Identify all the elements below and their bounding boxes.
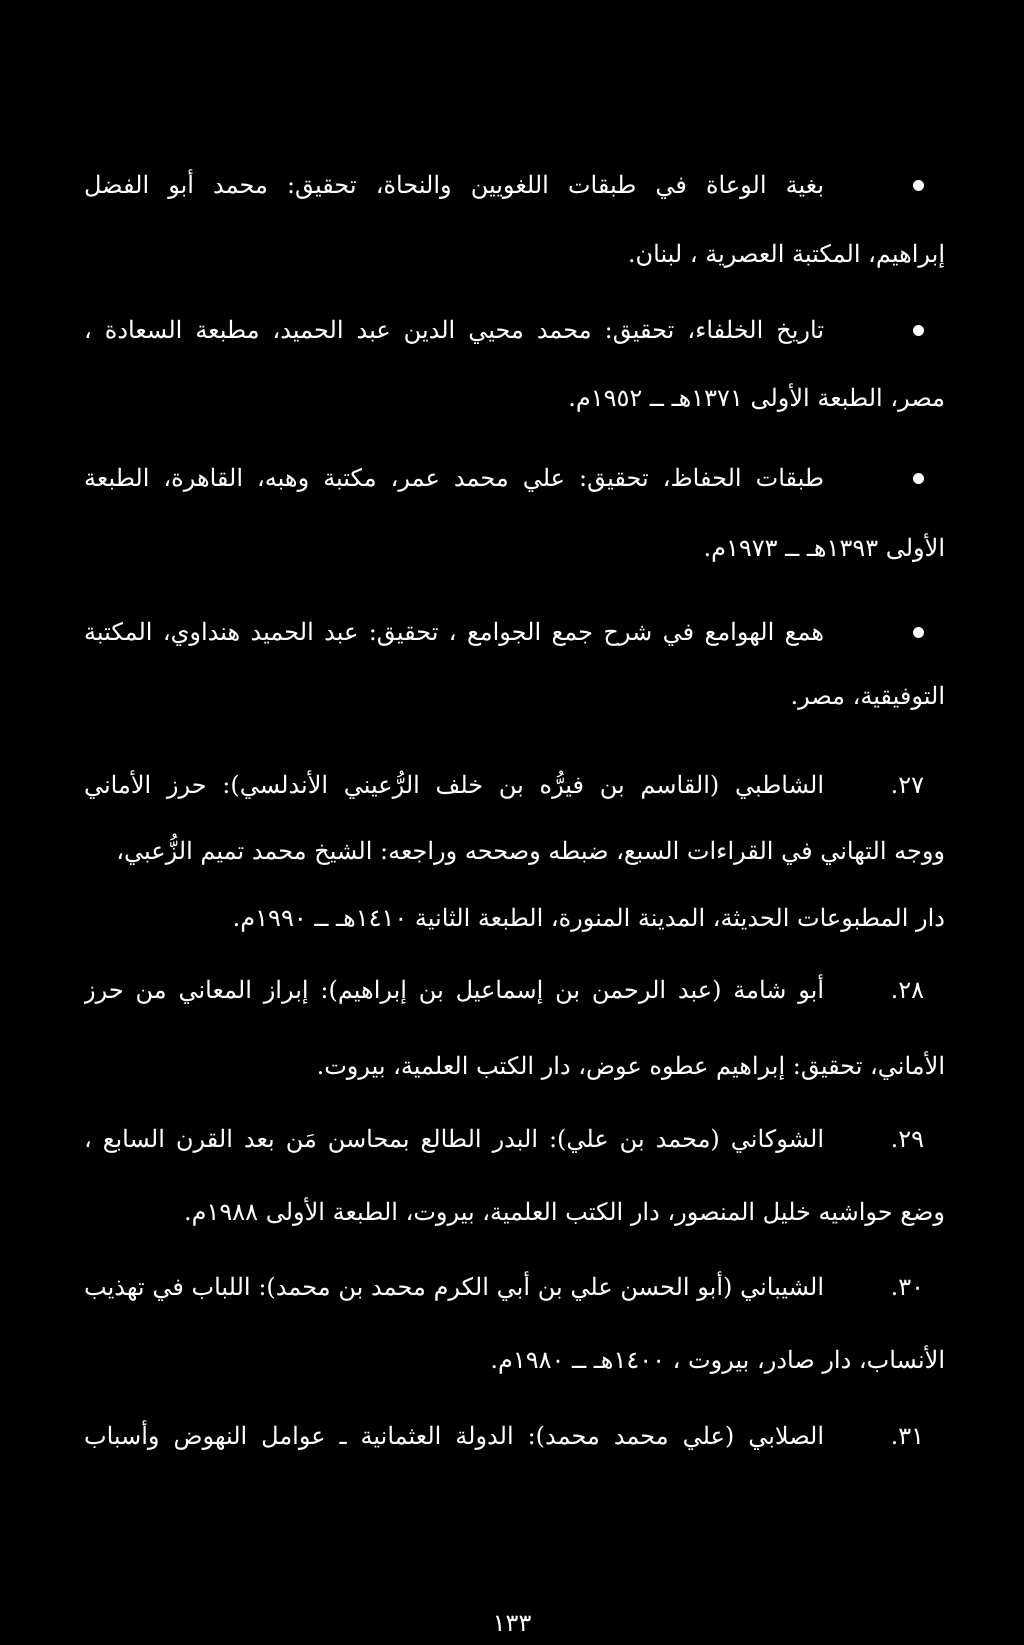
reference-line: طبقات الحفاظ، تحقيق: علي محمد عمر، مكتبة وهبه، القاهرة، الطبعة bbox=[84, 464, 824, 492]
entry-number: ٣١. bbox=[890, 1422, 924, 1450]
reference-line: الأولى ١٣٩٣هـ ــ ١٩٧٣م. bbox=[703, 534, 945, 562]
reference-line: بغية الوعاة في طبقات اللغويين والنحاة، تحقيق: محمد أبو الفضل bbox=[84, 171, 824, 199]
entry-number: ٢٧. bbox=[890, 771, 924, 799]
reference-line: إبراهيم، المكتبة العصرية ، لبنان. bbox=[627, 240, 945, 268]
reference-line: همع الهوامع في شرح جمع الجوامع ، تحقيق: عبد الحميد هنداوي، المكتبة bbox=[84, 618, 824, 646]
entry-number: ٢٨. bbox=[890, 976, 924, 1004]
reference-line: الصلابي (علي محمد محمد): الدولة العثمانية ـ عوامل النهوض وأسباب bbox=[84, 1422, 824, 1450]
reference-line: الأنساب، دار صادر، بيروت ، ١٤٠٠هـ ــ ١٩٨٠م. bbox=[490, 1346, 945, 1374]
reference-line: تاريخ الخلفاء، تحقيق: محمد محيي الدين عبد الحميد، مطبعة السعادة ، bbox=[84, 316, 824, 344]
reference-line: الشاطبي (القاسم بن فيرُّه بن خلف الرُّعيني الأندلسي): حرز الأماني bbox=[84, 771, 824, 799]
reference-line: ووجه التهاني في القراءات السبع، ضبطه وصححه وراجعه: الشيخ محمد تميم الزُّعبي، bbox=[116, 837, 945, 865]
bullet-marker bbox=[913, 180, 924, 191]
bullet-marker bbox=[913, 325, 924, 336]
reference-line: الأماني، تحقيق: إبراهيم عطوه عوض، دار الكتب العلمية، بيروت. bbox=[316, 1052, 945, 1080]
page-number: ١٣٣ bbox=[492, 1609, 532, 1637]
entry-number: ٢٩. bbox=[890, 1125, 924, 1153]
reference-line: مصر، الطبعة الأولى ١٣٧١هـ ــ ١٩٥٢م. bbox=[568, 384, 945, 412]
reference-line: وضع حواشيه خليل المنصور، دار الكتب العلمية، بيروت، الطبعة الأولى ١٩٨٨م. bbox=[184, 1198, 945, 1226]
reference-line: أبو شامة (عبد الرحمن بن إسماعيل بن إبراهيم): إبراز المعاني من حرز bbox=[84, 976, 824, 1004]
reference-line: دار المطبوعات الحديثة، المدينة المنورة، الطبعة الثانية ١٤١٠هـ ــ ١٩٩٠م. bbox=[232, 904, 945, 932]
bullet-marker bbox=[913, 473, 924, 484]
reference-line: الشيباني (أبو الحسن علي بن أبي الكرم محمد بن محمد): اللباب في تهذيب bbox=[84, 1273, 824, 1301]
bullet-marker bbox=[913, 627, 924, 638]
reference-line: التوفيقية، مصر. bbox=[790, 682, 945, 710]
reference-line: الشوكاني (محمد بن علي): البدر الطالع بمحاسن مَن بعد القرن السابع ، bbox=[84, 1125, 824, 1153]
entry-number: ٣٠. bbox=[890, 1273, 924, 1301]
